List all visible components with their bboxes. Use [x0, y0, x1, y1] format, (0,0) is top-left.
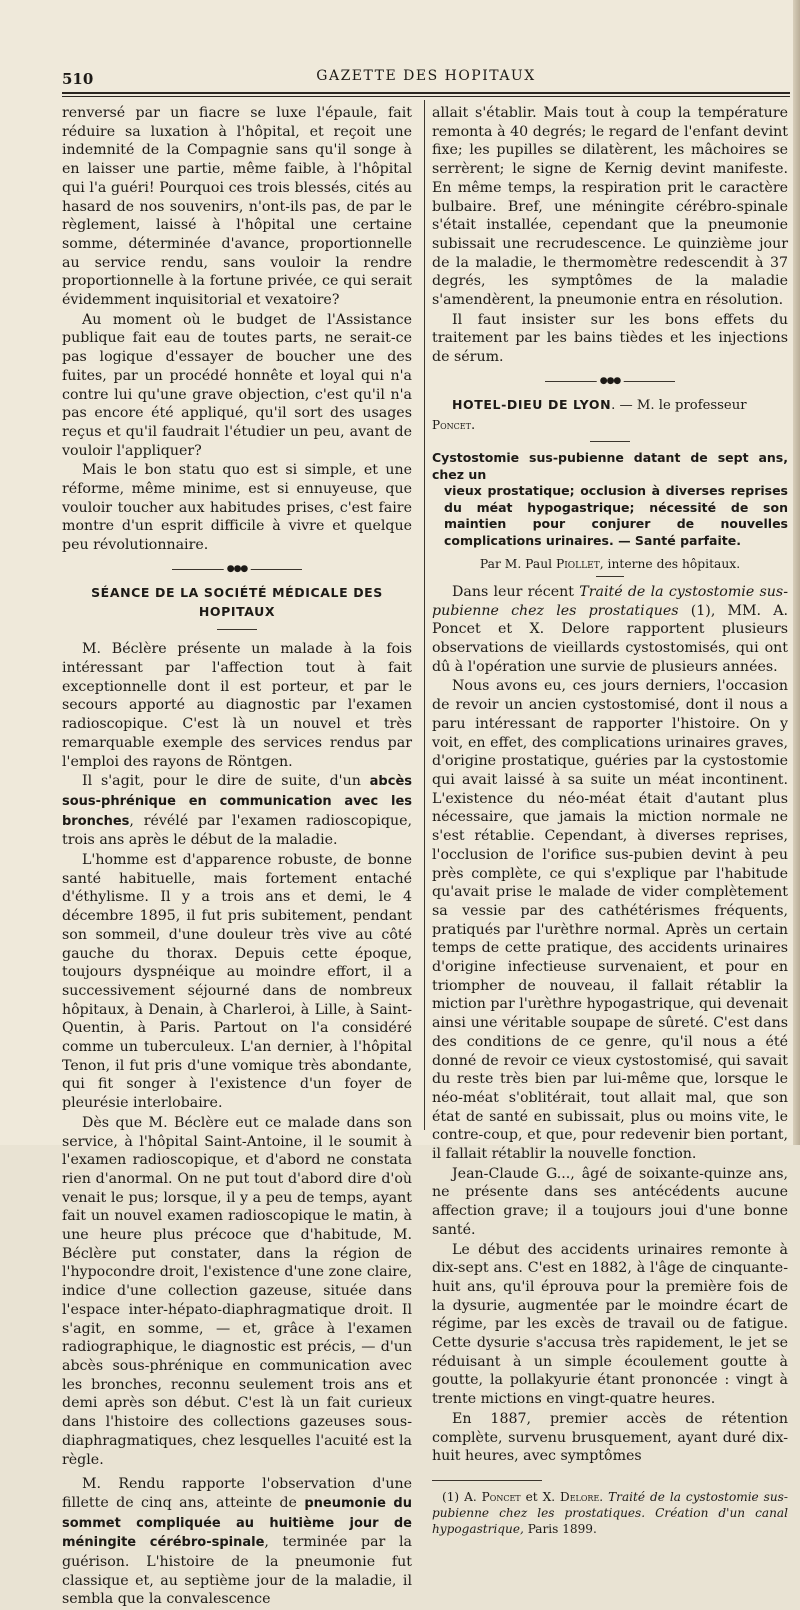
hospital-heading: HOTEL-DIEU DE LYON. — M. le professeur Poncet. — [432, 396, 747, 433]
header-rule — [62, 92, 790, 94]
column-divider — [424, 100, 425, 1130]
ornamental-divider: ●●● — [545, 374, 675, 388]
paragraph: Nous avons eu, ces jours derniers, l'occasion de revoir un ancien cystostomisé, dont il nous a paru intéressant de rapporter l'histoire. On y voit, en effet, des complications urinaires graves, d'origine prostatique, guéries par la cystostomie qui avait laissé à sa suite un méat incontinent. L'existence du néo-méat était d'autant plus nécessaire, que jamais la miction normale ne s'est rétablie. Cependant, à diverses reprises, l'occlusion de l'orifice sus-pubien devint à peu près complète, ce qui s'explique par l'habitude qu'avait prise le malade de vider complètement sa vessie par des cathétérismes fréquents, pratiqués par l'urèthre normal. Après un certain temps de cette pratique, des accidents urinaires d'origine infectieuse survenaient, et pour en triompher de nouveau, il fallait rétablir la miction par l'urèthre hypogastrique, qui devenait ainsi une véritable soupape de sûreté. C'est dans des conditions de ce genre, qu'il nous a été donné de revoir ce vieux cystostomisé, qui savait du reste très bien par lui-même que, lorsque le néo-méat s'oblitérait, tout allait mal, que son état de santé en subissait, plus ou moins vite, le contre-coup, et que, pour redevenir bien portant, il fallait rétablir la nouvelle fonction. — [432, 678, 788, 1163]
paragraph: Dès que M. Béclère eut ce malade dans son service, à l'hôpital Saint-Antoine, il le soumit à l'examen radioscopique, et d'abord ne constata rien d'anormal. On ne put tout d'abord dire d'où venait le pus; lorsque, il y a peu de temps, ayant fait un nouvel examen radioscopique le matin, à une heure plus précoce que d'habitude, M. Béclère put constater, dans la région de l'hypocondre droit, l'existence d'une zone claire, indice d'une collection gazeuse, située dans l'espace inter-hépato-diaphragmatique droit. Il s'agit, en somme, — et, grâce à l'examen radiographique, le diagnostic est précis, — d'un abcès sous-phrénique en communication avec les bronches, reconnu seulement trois ans et demi après son début. C'est là un fait curieux dans l'histoire des collections gazeuses sous-diaphragmatiques, chez lesquelles l'acuité est la règle. — [62, 1114, 412, 1468]
byline: Par M. Paul Piollet, interne des hôpitaux. — [479, 557, 741, 572]
page-number: 510 — [62, 70, 94, 88]
bold-phrase: abcès sous-phrénique en communication avec les bronches — [62, 774, 412, 829]
short-divider — [217, 629, 257, 630]
paragraph: L'homme est d'apparence robuste, de bonne santé habituelle, mais fortement entaché d'éthylisme. Il y a trois ans et demi, le 4 décembre 1895, il fut pris subitement, pendant son sommeil, d'une douleur très vive au côté gauche du thorax. Depuis cette époque, toujours dyspnéique au moindre effort, il a successivement séjourné dans de nombreux hôpitaux, à Denain, à Charleroi, à Lille, à Saint-Quentin, à Paris. Partout on l'a considéré comme un tuberculeux. L'an dernier, à l'hôpital Tenon, il fut pris d'une vomique très abondante, qui fit songer à l'existence d'un foyer de pleurésie interlobaire. — [62, 852, 412, 1112]
journal-title: GAZETTE DES HOPITAUX — [316, 68, 536, 84]
paragraph: M. Béclère présente un malade à la fois intéressant par l'affection tout à fait exceptionnelle dont il est porteur, et par le secours apporté au diagnostic par l'examen radioscopique. C'est là un nouvel et très remarquable exemple des services rendus par l'emploi des rayons de Röntgen. — [62, 641, 412, 770]
paragraph: Mais le bon statu quo est si simple, et une réforme, même minime, est si ennuyeuse, que vouloir toucher aux habitudes prises, c'est faire montre d'un esprit difficile à vivre et quelque peu révolutionnaire. — [62, 462, 412, 554]
paragraph: allait s'établir. Mais tout à coup la température remonta à 40 degrés; le regard de l'enfant devint fixe; les pupilles se dilatèrent, les mâchoires se serrèrent; le signe de Kernig devint manifeste. En même temps, la respiration prit le caractère bulbaire. Bref, une méningite cérébro-spinale s'était installée, cependant que la pneumonie subissait une recrudescence. Le quinzième jour de la maladie, le thermomètre redescendit à 37 degrés, les symptômes de la maladie s'amendèrent, la pneumonie entra en résolution. — [432, 105, 788, 309]
paragraph: En 1887, premier accès de rétention complète, survenu brusquement, ayant duré dix-huit heures, avec symptômes — [432, 1410, 788, 1465]
paragraph: renversé par un fiacre se luxe l'épaule, fait réduire sa luxation à l'hôpital, et reçoit une indemnité de la Compagnie sans qu'il songe à en laisser une partie, même faible, à l'hôpital qui l'a guéri! Pourquoi ces trois blessés, cités au hasard de nos souvenirs, n'ont-ils pas, de par le règlement, laissé à l'hôpital une certaine somme, déterminée d'avance, proportionnelle au service rendu, sans vouloir la rendre proportionnelle à la fortune privée, ce qui serait évidemment inquisitorial et vexatoire? — [62, 105, 412, 309]
paragraph: Au moment où le budget de l'Assistance publique fait eau de toutes parts, ne serait-ce pas logique d'essayer de boucher une des fuites, par un procédé honnête et loyal qui n'a contre lui qu'une grave objection, c'est qu'il n'a pas encore été appliqué, qu'il sort des usages reçus et qu'il faudrait l'étudier un peu, avant de vouloir l'appliquer? — [62, 311, 412, 459]
ornamental-divider: ●●● — [172, 562, 302, 576]
paragraph: M. Rendu rapporte l'observation d'une fillette de cinq ans, atteinte de pneumonie du sommet compliquée au huitième jour de méningite cérébro-spinale, terminée par la guérison. L'histoire de la pneumonie fut classique et, au septième jour de la maladie, il sembla que la convalescence — [62, 1476, 412, 1608]
bold-phrase: pneumonie du sommet compliquée au huitième jour de méningite cérébro-spinale — [62, 1495, 412, 1551]
footnote-rule — [432, 1480, 542, 1481]
footnote: (1) A. Poncet et X. Delore. Traité de la cystostomie sus-pubienne chez les prostatiques. Création d'un canal hypogastrique, Paris 1899. — [432, 1490, 788, 1536]
short-divider — [590, 441, 630, 442]
right-column — [432, 104, 788, 1538]
section-heading: SÉANCE DE LA SOCIÉTÉ MÉDICALE DES HOPITAUX — [91, 584, 383, 619]
paragraph: Jean-Claude G..., âgé de soixante-quinze ans, ne présente dans ses antécédents aucune affection grave; il a toujours joui d'une bonne santé. — [432, 1165, 788, 1238]
page-edge — [793, 0, 800, 1145]
page-header — [62, 66, 790, 88]
header-rule-thin — [62, 96, 790, 97]
paragraph: Il faut insister sur les bons effets du traitement par les bains tièdes et les injections de sérum. — [432, 311, 788, 366]
paragraph: Il s'agit, pour le dire de suite, d'un abcès sous-phrénique en communication avec les bronches, révélé par l'examen radioscopique, trois ans après le début de la maladie. — [62, 773, 412, 849]
short-divider — [596, 576, 624, 577]
paragraph: Dans leur récent Traité de la cystostomie sus-pubienne chez les prostatiques (1), MM. A. Poncet et X. Delore rapportent plusieurs observations de vieillards cystostomisés, qui ont dû à l'opération une survie de plusieurs années. — [432, 583, 788, 675]
paragraph: Le début des accidents urinaires remonte à dix-sept ans. C'est en 1882, à l'âge de cinquante-huit ans, qu'il éprouva pour la première fois de la dysurie, augmentée par le moindre écart de régime, par les excès de travail ou de fatigue. Cette dysurie s'accusa très rapidement, le jet se réduisant à un simple écoulement goutte à goutte, la pollakyurie étant prononcée : vingt à trente mictions en vingt-quatre heures. — [432, 1241, 788, 1408]
left-column — [62, 104, 412, 1610]
article-title: Cystostomie sus-pubienne datant de sept ans, chez un vieux prostatique; occlusion à diverses reprises du méat hypogastrique; nécessité de son maintien pour conjurer de nouvelles complications urinaires. — Santé parfaite. — [432, 450, 788, 548]
